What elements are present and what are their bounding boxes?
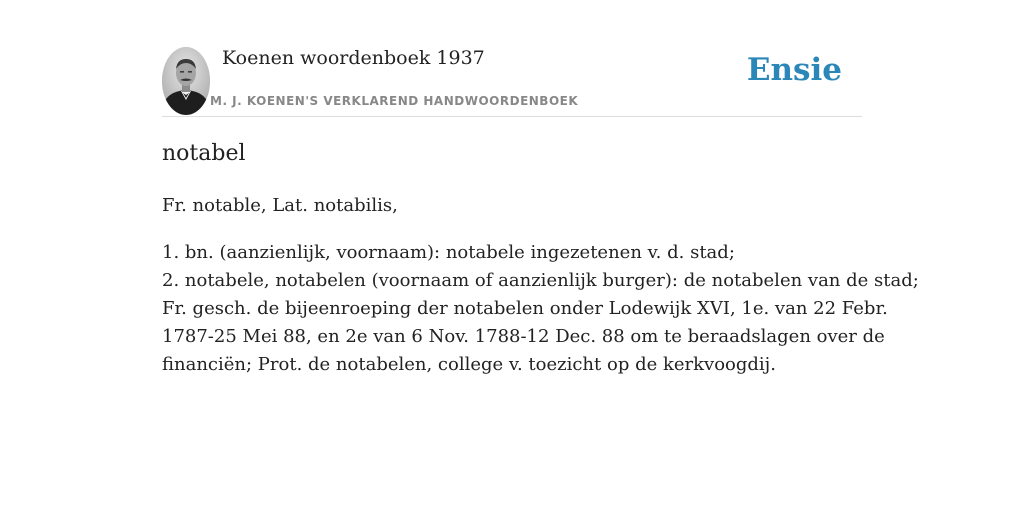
author-portrait[interactable] xyxy=(162,47,210,115)
entry-definition xyxy=(162,239,919,379)
definition-line: 1. bn. (aanzienlijk, voornaam): notabele ingezetenen v. d. stad; xyxy=(162,242,735,263)
definition-line: 2. notabele, notabelen (voornaam of aanzienlijk burger): de notabelen van de stad; xyxy=(162,270,919,291)
entry-headword: notabel xyxy=(162,141,246,166)
portrait-icon xyxy=(162,47,210,115)
definition-line: financiën; Prot. de notabelen, college v. toezicht op de kerkvoogdij. xyxy=(162,354,776,375)
entry-etymology: Fr. notable, Lat. notabilis, xyxy=(162,195,398,216)
book-title[interactable]: Koenen woordenboek 1937 xyxy=(222,47,485,69)
definition-line: Fr. gesch. de bijeenroeping der notabelen onder Lodewijk XVI, 1e. van 22 Febr. xyxy=(162,298,888,319)
book-header xyxy=(162,46,862,117)
ensie-logo-link[interactable]: Ensie xyxy=(746,52,842,88)
book-subtitle: M. J. KOENEN'S VERKLAREND HANDWOORDENBOEK xyxy=(210,94,579,108)
definition-line: 1787-25 Mei 88, en 2e van 6 Nov. 1788-12 Dec. 88 om te beraadslagen over de xyxy=(162,326,885,347)
